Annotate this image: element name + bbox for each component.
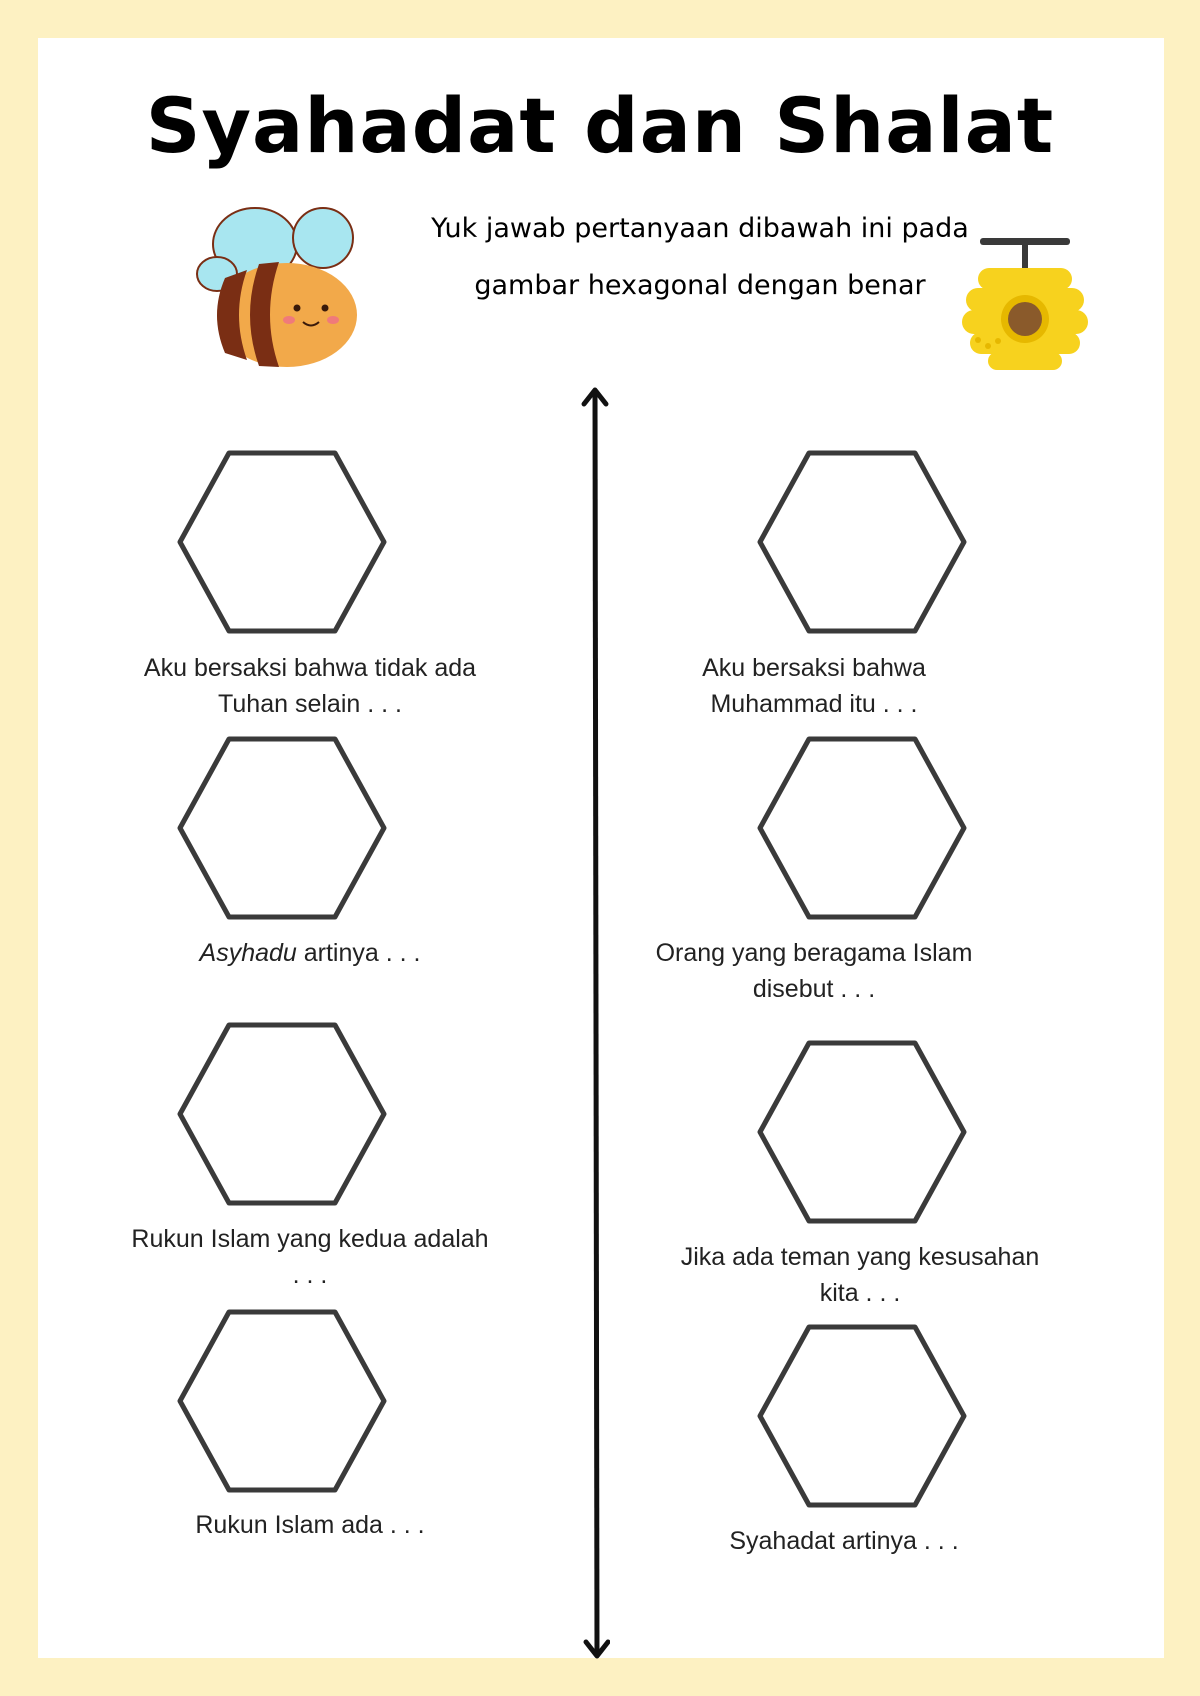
instruction-line-1: Yuk jawab pertanyaan dibawah ini pada xyxy=(431,213,969,244)
question-line: Rukun Islam ada . . . xyxy=(195,1511,425,1539)
question-line: disebut . . . xyxy=(752,975,876,1003)
question-italic-term: Asyhadu xyxy=(199,939,297,967)
double-arrow-icon xyxy=(580,386,610,1660)
question-line: Orang yang beragama Islam xyxy=(655,939,973,967)
instruction-line-2: gambar hexagonal dengan benar xyxy=(474,270,926,301)
question-line: Syahadat artinya . . . xyxy=(729,1527,959,1555)
question-line: Rukun Islam yang kedua adalah xyxy=(131,1225,489,1253)
question-line: kita . . . xyxy=(819,1279,901,1307)
instruction-text xyxy=(410,200,990,314)
question-line xyxy=(100,935,520,971)
question-right-2 xyxy=(604,935,1024,1007)
bee-icon xyxy=(195,198,365,368)
question-text: artinya . . . xyxy=(296,939,421,967)
hexagon-answer-box-left-4[interactable] xyxy=(177,1309,387,1493)
hexagon-answer-box-right-2[interactable] xyxy=(757,736,967,920)
question-right-4 xyxy=(634,1523,1054,1559)
question-line: . . . xyxy=(292,1261,328,1289)
hexagon-answer-box-left-2[interactable] xyxy=(177,736,387,920)
question-left-1 xyxy=(100,650,520,722)
question-right-3 xyxy=(650,1239,1070,1311)
question-line: Aku bersaksi bahwa xyxy=(702,654,926,682)
hexagon-answer-box-right-4[interactable] xyxy=(757,1324,967,1508)
question-line: Aku bersaksi bahwa tidak ada xyxy=(143,654,477,682)
question-line: Jika ada teman yang kesusahan xyxy=(680,1243,1040,1271)
hexagon-answer-box-right-3[interactable] xyxy=(757,1040,967,1224)
hexagon-answer-box-right-1[interactable] xyxy=(757,450,967,634)
question-left-2 xyxy=(100,935,520,971)
question-left-3 xyxy=(100,1221,520,1293)
question-right-1 xyxy=(604,650,1024,722)
beehive-icon xyxy=(958,230,1108,380)
question-line: Tuhan selain . . . xyxy=(218,690,402,718)
question-line: Muhammad itu . . . xyxy=(710,690,918,718)
hexagon-answer-box-left-3[interactable] xyxy=(177,1022,387,1206)
question-left-4 xyxy=(100,1507,520,1543)
page-title: Syahadat dan Shalat xyxy=(145,81,1055,170)
hexagon-answer-box-left-1[interactable] xyxy=(177,450,387,634)
